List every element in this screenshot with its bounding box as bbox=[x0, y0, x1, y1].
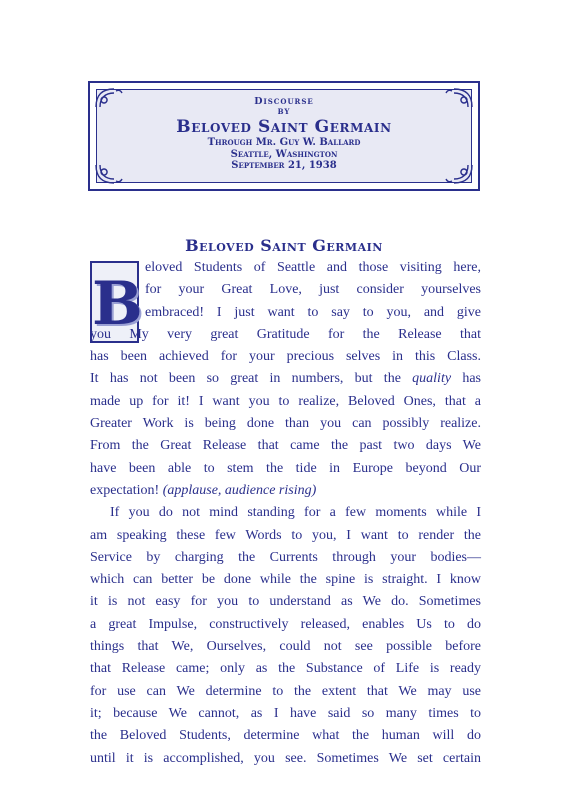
applause-note: (applause, audience rising) bbox=[162, 482, 317, 498]
text-line: have been able to stem the tide in Europe beyond Our bbox=[90, 460, 481, 476]
text-segment: expectation! bbox=[90, 482, 163, 498]
text-line: that Release came; only as the Substance of Life is ready bbox=[90, 661, 481, 677]
text-segment: has bbox=[451, 371, 481, 387]
text-line: it is not easy for you to understand as We do. Sometimes bbox=[90, 594, 481, 610]
text-line: has been achieved for your precious selves in this Class. bbox=[90, 349, 481, 365]
location-line: Seattle, Washington bbox=[230, 148, 338, 160]
text-line: the Beloved Students, determine what the human will do bbox=[90, 728, 481, 744]
text-line: you My very great Gratitude for the Release that bbox=[90, 326, 481, 342]
header-text bbox=[90, 97, 478, 172]
section-title: Beloved Saint Germain bbox=[185, 236, 383, 255]
text-line: for your Great Love, just consider yourselves bbox=[145, 282, 481, 298]
text-line: it; because We cannot, as I have said so many times to bbox=[90, 705, 481, 721]
discourse-label: Discourse bbox=[254, 96, 314, 107]
dropcap-letter: B bbox=[92, 269, 143, 339]
text-line: which can better be done while the spine is straight. I know bbox=[90, 572, 481, 588]
through-line: Through Mr. Guy W. Ballard bbox=[207, 137, 361, 148]
text-line: things that We, Ourselves, could not see possible before bbox=[90, 639, 481, 655]
text-line: eloved Students of Seattle and those visiting here, bbox=[145, 260, 481, 275]
emphasis-quality: quality bbox=[412, 371, 452, 387]
text-segment: It has not been so great in numbers, but the bbox=[90, 371, 413, 387]
text-line: From the Great Release that came the past two days We bbox=[90, 438, 481, 454]
discourse-body bbox=[90, 257, 481, 770]
by-label: by bbox=[277, 106, 291, 117]
date-line: September 21, 1938 bbox=[231, 160, 337, 171]
discourse-header-box bbox=[88, 81, 480, 191]
text-line: for use can We determine to the extent that We may use bbox=[90, 683, 481, 699]
text-line bbox=[90, 480, 481, 502]
text-line: If you do not mind standing for a few moments while I bbox=[110, 505, 481, 521]
text-line: am speaking these few Words to you, I want to render the bbox=[90, 527, 481, 543]
text-line: Service by charging the Currents through your bodies— bbox=[90, 549, 481, 565]
text-line: Greater Work is being done than you can possibly realize. bbox=[90, 416, 481, 432]
speaker-name: Beloved Saint Germain bbox=[176, 117, 392, 137]
text-line: a great Impulse, constructively released, enables Us to do bbox=[90, 616, 481, 632]
text-line: until it is accomplished, you see. Sometimes We set certain bbox=[90, 750, 481, 766]
text-line: embraced! I just want to say to you, and give bbox=[145, 304, 481, 320]
text-line: made up for it! I want you to realize, Beloved Ones, that a bbox=[90, 393, 481, 409]
text-line bbox=[90, 368, 481, 390]
